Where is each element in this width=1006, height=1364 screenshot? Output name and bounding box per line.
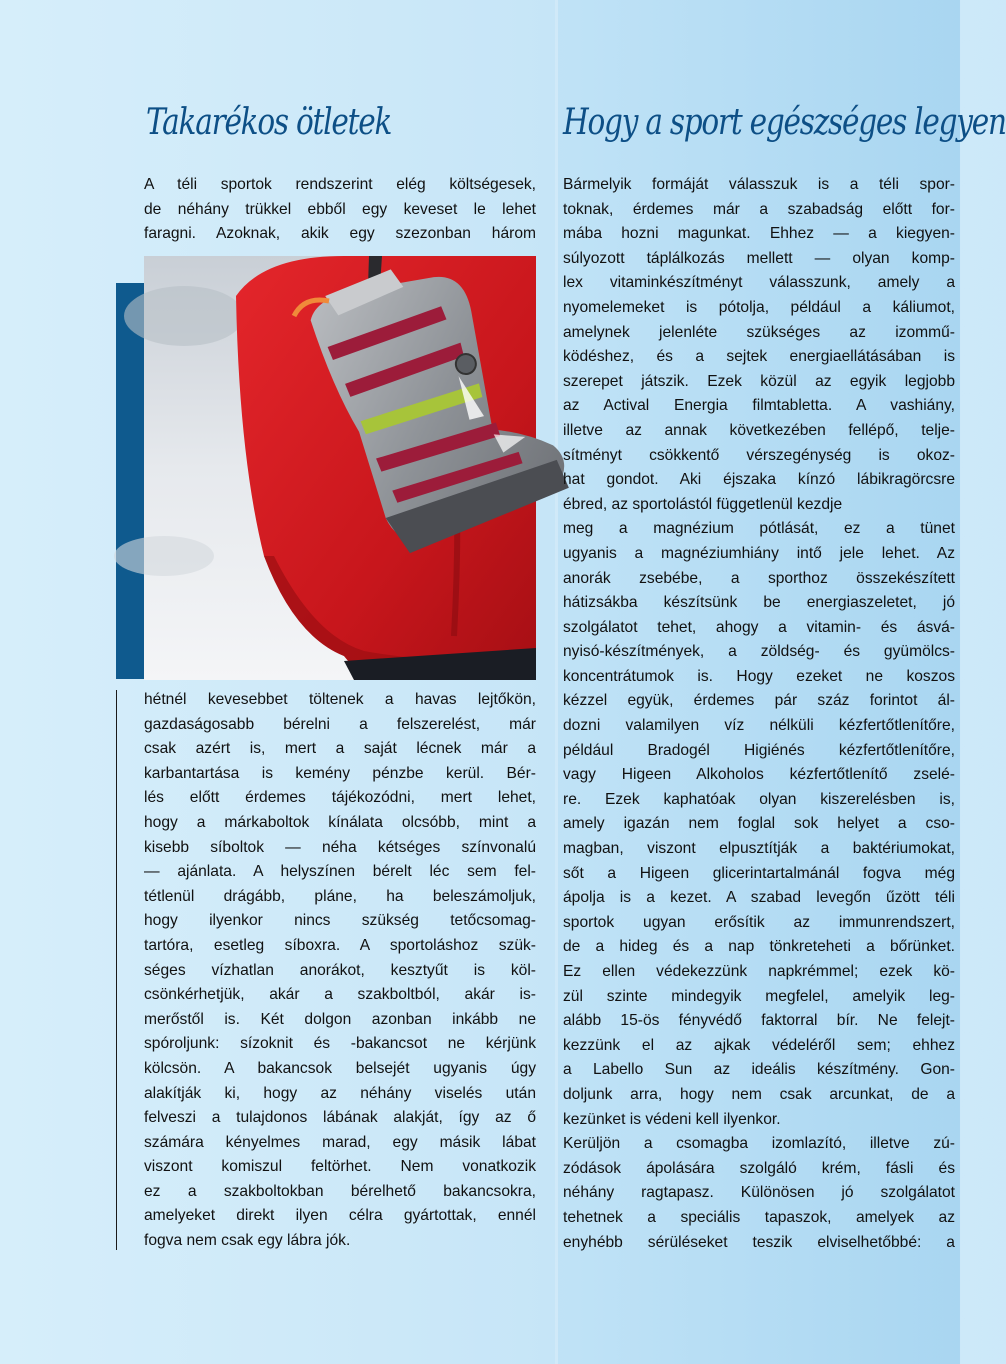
text-line: kisebb síboltok — néha kétséges színvonalú [144, 838, 536, 856]
text-line: hat gondot. Aki éjszaka kínzó lábikragörcsre [563, 471, 955, 489]
text-line: ébred, az sportolástól függetlenül kezdje [563, 495, 843, 513]
text-line: kölcsön. A bakancsok belsejét ugyanis úgy [144, 1059, 536, 1077]
text-line: alakítják ki, hogy az néhány viselés után [144, 1084, 536, 1102]
text-line: lex vitaminkészítményt válasszunk, amely a [563, 274, 955, 292]
text-line: ugyanis a magnéziumhiány intő jele lehet. Az [563, 544, 955, 562]
text-line: az Actival Energia filmtabletta. A vashiány, [563, 397, 955, 415]
text-line: amely igazán nem foglal sok helyet a cso- [563, 815, 955, 833]
text-line: de a hideg és a nap tönkreteheti a bőrünket. [563, 938, 955, 956]
text-line: zül szinte mindegyik megfelel, amelyik leg- [563, 987, 955, 1005]
text-line: nyomelemeket is pótolja, például a káliumot, [563, 298, 955, 316]
text-line: sítményt csökkentő vérszegénység is okoz- [563, 446, 955, 464]
text-line: A téli sportok rendszerint elég költségesek, [144, 176, 536, 193]
text-line: enyhébb sérüléseket teszik elviselhetőbbé: a [563, 1233, 955, 1251]
text-line: amelynek jelenléte szükséges az izommű- [563, 323, 955, 341]
text-line: magban, viszont elpusztítják a baktériumokat, [563, 840, 955, 858]
text-line: lés előtt érdemes tájékozódni, mert lehet, [144, 789, 536, 807]
text-line: zódások ápolására szolgáló krém, fásli és [563, 1159, 955, 1177]
text-line: hogy a márkaboltok kínálata olcsóbb, mint a [144, 813, 536, 831]
text-line: koncentrátumok is. Hogy ezeket ne koszos [563, 667, 955, 685]
text-line: sportok ugyan erősítik az immunrendszert, [563, 913, 955, 931]
text-line: amelyeket direkt ilyen célra gyártottak, ennél [144, 1207, 536, 1225]
text-line: viszont komiszul feltörhet. Nem vonatkozik [144, 1158, 536, 1176]
right-column-text [563, 173, 955, 1255]
text-line: spóroljunk: sízoknit és -bakancsot ne kérjünk [144, 1035, 536, 1053]
text-line: a Labello Sun az ideális készítmény. Gon- [563, 1061, 955, 1079]
text-line: séges vízhatlan anorákot, kesztyűt is köl- [144, 961, 536, 979]
text-line: ez a szakboltokban bérelhető bakancsokra, [144, 1182, 536, 1200]
text-line: — ajánlata. A helyszínen bérelt léc sem fel- [144, 863, 536, 881]
text-line: alább 15-ös fényvédő faktorral bír. Ne felejt- [563, 1012, 955, 1030]
text-line: doljunk arra, hogy nem csak arcunkat, de a [563, 1085, 955, 1103]
text-line: merőstől is. Két dolgon azonban inkább ne [144, 1010, 536, 1028]
text-line: szerepet játszik. Ezek közül az egyik legjobb [563, 372, 955, 390]
text-line: anorák zsebébe, a sporthoz összekészített [563, 569, 955, 587]
text-line: tartóra, esetleg síboxra. A sportoláshoz szük- [144, 936, 536, 954]
text-line: Bármelyik formáját válasszuk is a téli spor- [563, 176, 955, 193]
text-line: súlyozott táplálkozás mellett — olyan komp- [563, 249, 955, 267]
right-heading: Hogy a sport egészséges legyen [563, 102, 1006, 143]
text-line: vagy Higeen Alkoholos kézfertőtlenítő zselé- [563, 766, 955, 784]
text-line: ápolja is a kezet. A szabad levegőn űzött téli [563, 889, 955, 907]
text-line: nyisó-készítmények, a zöldség- és gyümölcs- [563, 643, 955, 661]
text-line: faragni. Azoknak, akik egy szezonban három [144, 225, 536, 243]
left-intro-paragraph [144, 173, 536, 247]
left-heading: Takarékos ötletek [146, 102, 392, 143]
text-line: tétlenül drágább, pláne, ha beleszámoljuk, [144, 887, 536, 905]
text-line: kezzünk el az ajkak védeléről sem; ehhez [563, 1036, 955, 1054]
text-line: kézzel együk, érdemes pár száz forintot ál- [563, 692, 955, 710]
text-line: például Bradogél Higiénés kézfertőtlenítőre, [563, 741, 955, 759]
text-line: ködéshez, és a sejtek energiaellátásában is [563, 348, 955, 366]
text-line: csönkérhetjük, akár a szakboltból, akár is- [144, 986, 536, 1004]
text-line: Ez ellen védekezzünk napkrémmel; ezek kö- [563, 963, 955, 980]
column-divider [555, 0, 558, 1364]
left-vertical-rule [116, 690, 117, 1250]
text-line: felveszi a tulajdonos lábának alakját, így az ő [144, 1109, 536, 1127]
ski-boot-photo [144, 256, 536, 680]
text-line: kezünket is védeni kell ilyenkor. [563, 1110, 781, 1128]
text-line: szolgálatot tehet, ahogy a vitamin- és ásvá- [563, 618, 955, 636]
blue-accent-bar [116, 283, 144, 679]
text-line: gazdaságosabb bérelni a felszerelést, már [144, 715, 536, 733]
text-line: hátizsákba készítsünk be energiaszeletet, jó [563, 594, 955, 612]
text-line: néhány ragtapasz. Különösen jó szolgálatot [563, 1184, 955, 1202]
text-line: tehetnek a speciális tapaszok, amelyek az [563, 1208, 955, 1226]
text-line: illetve az annak következében fellépő, telje- [563, 421, 955, 439]
text-line: re. Ezek kaphatóak olyan kiszerelésben is, [563, 790, 955, 808]
text-line: számára kényelmes marad, egy másik lábat [144, 1133, 536, 1151]
text-line: mába hozni magunkat. Ehhez — a kiegyen- [563, 225, 955, 243]
text-line: meg a magnézium pótlását, ez a tünet [563, 520, 955, 538]
text-line: karbantartása is kemény pénzbe kerül. Bér- [144, 764, 536, 782]
text-line: toknak, érdemes már a szabadság előtt for- [563, 200, 955, 218]
text-line: hogy ilyenkor nincs szükség tetőcsomag- [144, 912, 536, 930]
text-line: fogva nem csak egy lábra jók. [144, 1232, 351, 1250]
text-line: csak azért is, mert a saját lécnek már a [144, 740, 536, 758]
text-line: Kerüljön a csomagba izomlazító, illetve zú- [563, 1135, 955, 1153]
text-line: de néhány trükkel ebből egy keveset le lehet [144, 200, 536, 218]
text-line: hétnél kevesebbet töltenek a havas lejtőkön, [144, 691, 536, 708]
left-main-paragraph [144, 688, 536, 1254]
text-line: dozni valamilyen víz nélküli kézfertőtlenítőre, [563, 717, 955, 735]
text-line: sőt a Higeen glicerintartalmánál fogva még [563, 864, 955, 882]
